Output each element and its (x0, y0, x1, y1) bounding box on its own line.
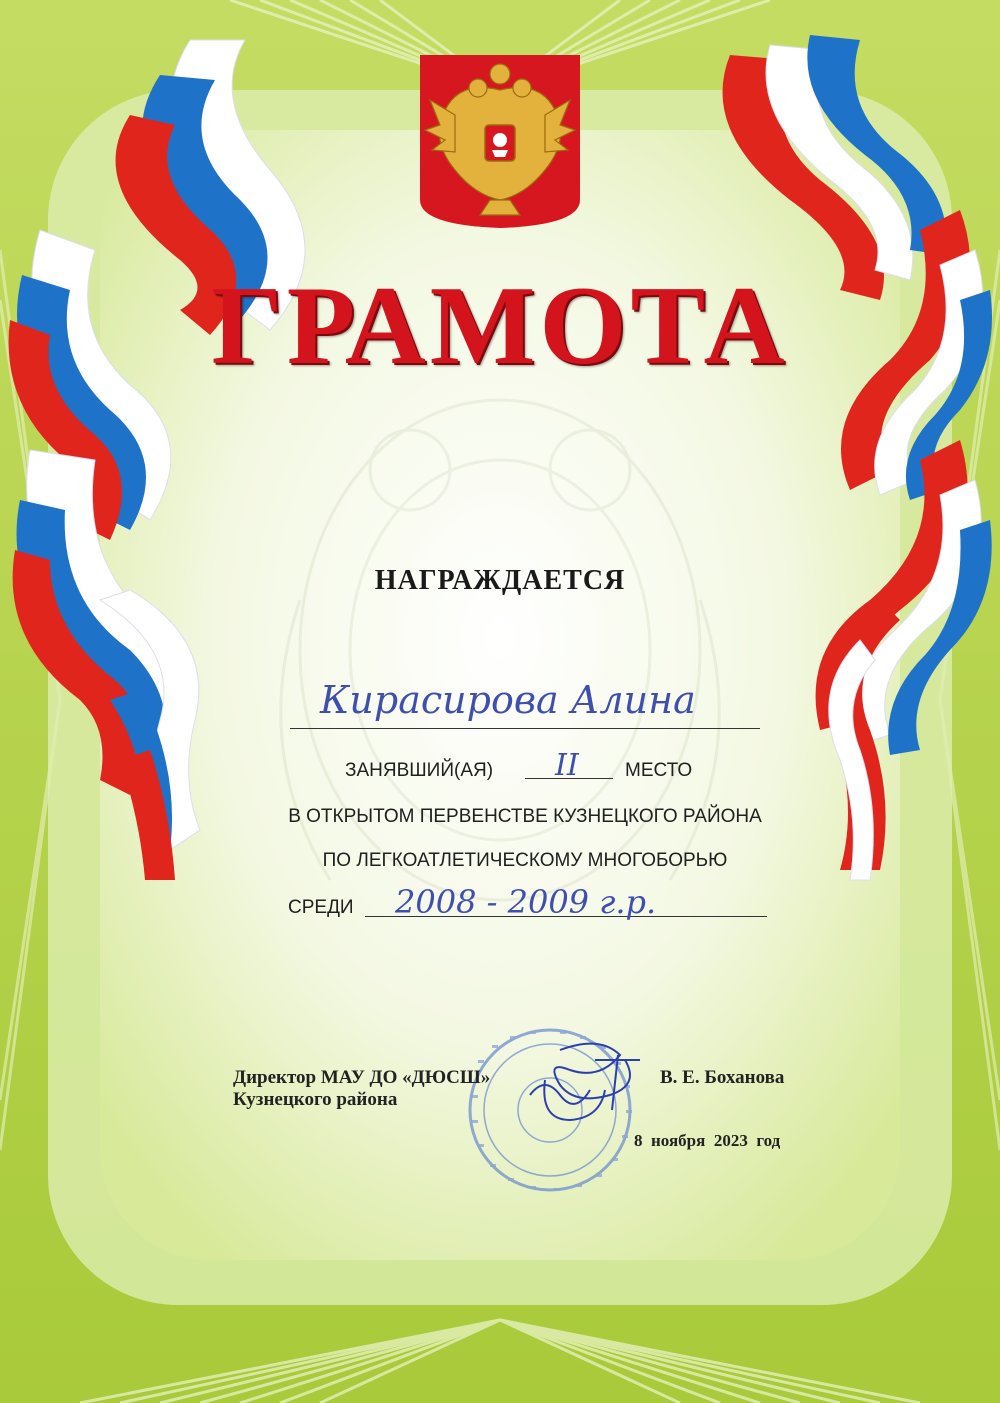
among-label: СРЕДИ (288, 897, 354, 918)
event-line-1: В ОТКРЫТОМ ПЕРВЕНСТВЕ КУЗНЕЦКОГО РАЙОНА (288, 806, 762, 827)
certificate-title: ГРАМОТА (211, 264, 789, 388)
recipient-line (290, 728, 760, 729)
director-title-line-2: Кузнецкого района (233, 1089, 398, 1110)
awarded-label: НАГРАЖДАЕТСЯ (374, 565, 626, 596)
place-label: ЗАНЯВШИЙ(АЯ) (345, 760, 494, 781)
director-title-line-1: Директор МАУ ДО «ДЮСШ» (233, 1067, 491, 1088)
signatory-name: В. Е. Боханова (660, 1067, 785, 1088)
event-line-2: ПО ЛЕГКОАТЛЕТИЧЕСКОМУ МНОГОБОРЬЮ (322, 850, 728, 871)
russian-coat-of-arms-icon (420, 55, 580, 228)
place-value: II (555, 748, 579, 783)
place-suffix: МЕСТО (625, 760, 693, 781)
award-date: 8 ноября 2023 год (634, 1131, 781, 1150)
recipient-name: Кирасирова Алина (320, 678, 696, 722)
among-value: 2008 - 2009 г.р. (395, 883, 657, 921)
